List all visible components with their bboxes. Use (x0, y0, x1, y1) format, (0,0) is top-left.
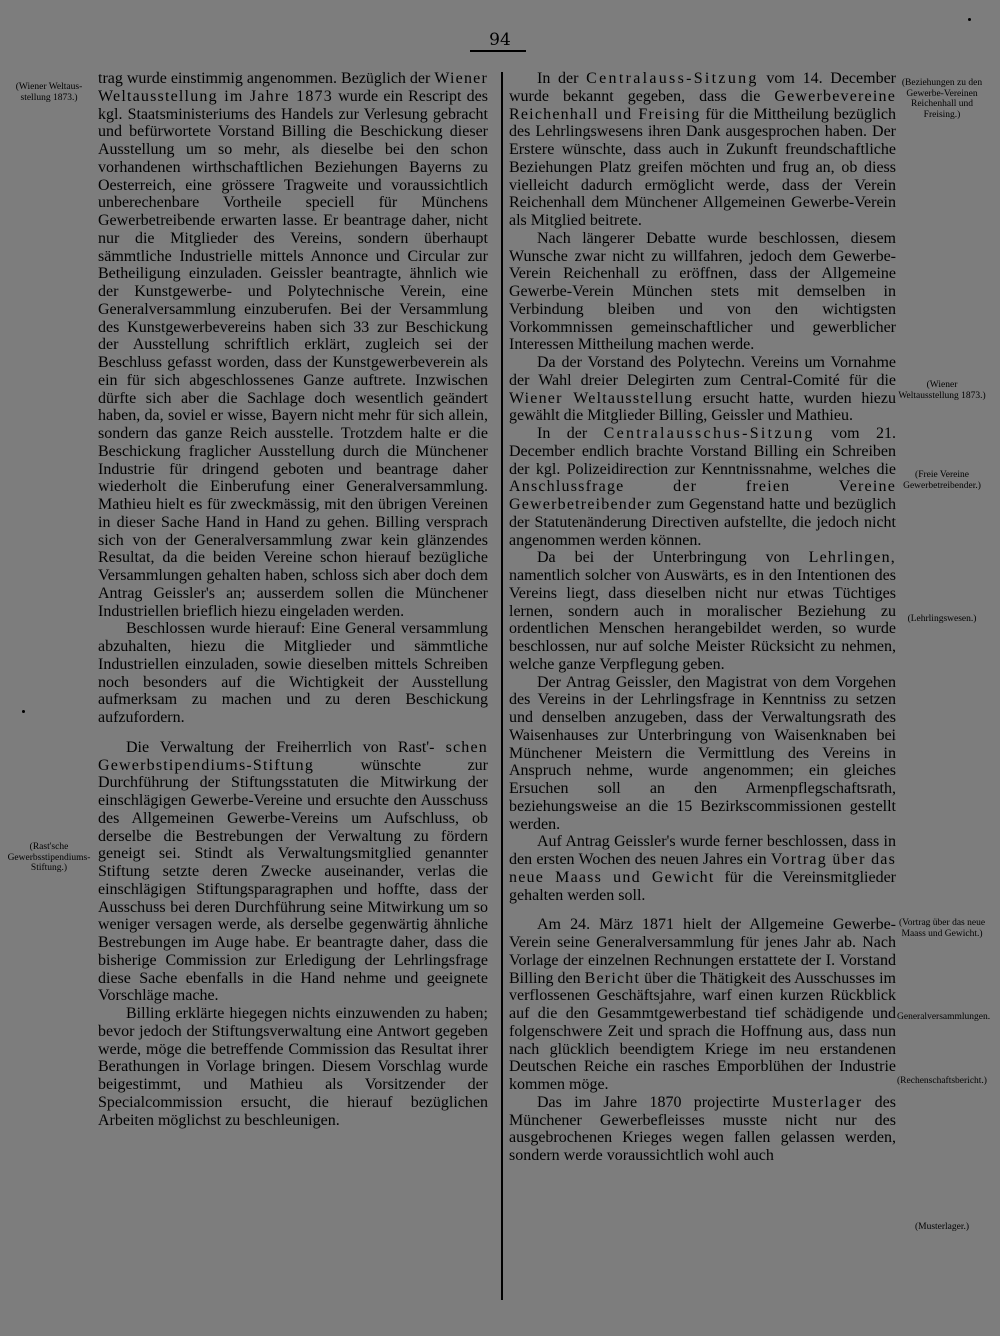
margin-note-rechenschaftsbericht: (Rechenschaftsbericht.) (897, 1076, 987, 1086)
paragraph: In der Centralauss-Sitzung vom 14. December wurde bekannt gegeben, dass die Gewerbevereine Reichenhall und Freising für die Mittheilung bezüglich des Lehrlingswesens ihren Dank ausgesprochen haben. Der Erstere wünschte, dass auch in Zukunft freundschaftliche Beziehungen Platz greifen möchten und frug an, ob diess vielleicht dadurch ermöglicht werde, dass der Verein Reichenhall dem Münchener Allgemeinen Gewerbe-Verein als Mitglied beitrete. (509, 70, 896, 229)
column-divider (501, 72, 503, 1300)
paragraph: Am 24. März 1871 hielt der Allgemeine Gewerbe-Verein seine Generalversammlung für jenes Jahr ab. Nach Vorlage der einzelnen Rechnungen erstattete der I. Vorstand Billing den Bericht über die Thätigkeit des Ausschusses im verflossenen Geschäftsjahre, warf einen kurzen Rückblick auf die den Gesammtgewerbestand tief schädigende und folgenschwere Zeit und sprach die Hoffnung aus, dass nun nach glücklich beendigtem Kriege im neu erstandenen Deutschen Reiche ein rasches Emporblühen der Industrie kommen möge. (509, 916, 896, 1093)
margin-note-wiener-weltausstellung: (Wiener Weltaus-stellung 1873.) (15, 82, 83, 103)
margin-note-wiener-weltausstellung-right: (Wiener Weltausstellung 1873.) (898, 380, 986, 401)
margin-note-generalversammlungen: Generalversammlungen. (897, 1012, 991, 1022)
margin-note-beziehungen: (Beziehungen zu den Gewerbe-Vereinen Reichenhall und Freising.) (901, 78, 983, 120)
paragraph: Beschlossen wurde hierauf: Eine General versammlung abzuhalten, hiezu die Mitglieder und sämmtliche Industriellen einzuladen, sowie dieselben mittels Schreiben noch besonders auf die Wichtigkeit der Ausstellung aufmerksam zu machen und zu deren Beschickung aufzufordern. (98, 620, 488, 726)
paragraph: Billing erklärte hiegegen nichts einzuwenden zu haben; bevor jedoch der Stiftungsverwaltung eine Antwort gegeben werde, möge die betreffende Commission das Resultat ihrer Berathungen in Vorlage bringen. Diesem Vorschlag wurde beigestimmt, und Mathieu als Vorsitzender der Specialcommission ersucht, die hierauf bezüglichen Arbeiten möglichst zu beschleunigen. (98, 1005, 488, 1129)
margin-note-freie-vereine: (Freie Vereine Gewerbetreibender.) (903, 470, 981, 491)
margin-note-musterlager: (Musterlager.) (914, 1222, 970, 1232)
left-column (98, 70, 488, 1129)
emphasis: Centralauss-Sitzung (586, 70, 759, 87)
paragraph: trag wurde einstimmig angenommen. Bezüglich der Wiener Weltausstellung im Jahre 1873 wurde ein Rescript des kgl. Staatsministeriums des Handels zur Verlesung gebracht und befürwortete Vorstand Billing die Beschickung dieser Ausstellung um so mehr, als dieselbe bei den schon vorhandenen wirthschaftlichen Beziehungen Bayerns zu Oesterreich, eine grössere Tragweite und voraussichtlich unberechenbare Vortheile speciell für Münchens Gewerbetreibende erwarten lasse. Er beantrage daher, nicht nur die Mitglieder des Vereins, sondern überhaupt sämmtliche Industrielle mittels Annonce und Circular zur Betheiligung einzuladen. Geissler beantragte, ähnlich wie der Kunstgewerbe- und Polytechnische Verein, eine Generalversammlung einzuberufen. Bei der Versammlung des Kunstgewerbevereins haben sich 33 zur Beschickung der Ausstellung schriftlich erklärt, zugleich sei der Beschluss gefasst worden, dass der Kunstgewerbeverein als ein für sich abgeschlossenes Ganze auftrete. Inzwischen dürfte sich aber die Sachlage doch wesentlich geändert haben, da, soviel er wisse, Bayern nicht mehr für sich allein, sondern das ganze Reich ausstelle. Trotzdem halte er die Beschickung fraglicher Ausstellung durch die Münchener Industrie für dringend geboten und beantrage daher wiederholt die Einberufung einer Generalversammlung. Mathieu hielt es für zweckmässig, mit den übrigen Vereinen in dieser Sache Hand in Hand zu gehen. Billing versprach sich von der Generalversammlung zwar kein glänzendes Resultat, da die beiden Vereine schon hierauf bezügliche Versammlungen gehalten haben, schloss sich aber doch dem Antrag Geissler's an; ausserdem sollen die Münchener Industriellen brieflich hiezu eingeladen werden. (98, 70, 488, 620)
margin-note-vortrag: (Vortrag über das neue Maass und Gewicht.) (898, 918, 986, 939)
emphasis: Bericht (584, 969, 641, 987)
right-column (509, 70, 896, 1165)
margin-note-rastsche-stiftung: (Rast'sche Gewerbsstipendiums-Stiftung.) (7, 842, 91, 873)
emphasis: Wiener Weltausstellung (509, 389, 694, 407)
emphasis: Musterlager (771, 1093, 863, 1111)
emphasis: Lehrlingen, (808, 549, 896, 567)
emphasis: Anschlussfrage der freien Vereine Gewerbetreibender (509, 478, 896, 513)
emphasis: Vortrag über das neue Maass und Gewicht (509, 851, 896, 886)
emphasis: Gewerbevereine Reichenhall und Freising (509, 87, 896, 123)
emphasis: Centralausschus-Sitzung (603, 425, 815, 442)
emphasis: schen Gewerbstipendiums-Stiftung (98, 738, 488, 774)
paragraph: Auf Antrag Geissler's wurde ferner beschlossen, dass in den ersten Wochen des neuen Jahres ein Vortrag über das neue Maass und Gewicht für die Vereinsmitglieder gehalten werden soll. (509, 833, 896, 904)
paragraph: Die Verwaltung der Freiherrlich von Rast'- schen Gewerbstipendiums-Stiftung wünschte zur Durchführung der Stiftungsstatuten die Mitwirkung der einschlägigen Gewerbe-Vereine und ersuchte den Ausschuss des Allgemeinen Gewerbe-Vereins um Aufschluss, ob derselbe die Bestrebungen der Verwaltung zu fördern geneigt sei. Stindt als Verwaltungsmitglied genannter Stiftung setzte deren Zwecke auseinander, verlas die einschlägigen Stiftungsparagraphen und hoffte, dass der Ausschuss bei deren Durchführung seine Mitwirkung um so weniger versagen werde, als derselbe gegenwärtig ähnliche Bestrebungen im Auge habe. Er beantragte daher, dass die bisherige Commission zur Erledigung der Lehrlingsfrage diese Sache ebenfalls in die Hand nehme und geeignete Vorschläge mache. (98, 738, 488, 1005)
paragraph: Da der Vorstand des Polytechn. Vereins um Vornahme der Wahl dreier Delegirten zum Central-Comité für die Wiener Weltausstellung ersucht hatte, wurden hiezu gewählt die Mitglieder Billing, Geissler und Mathieu. (509, 354, 896, 425)
ink-speck (968, 18, 971, 21)
paragraph: Das im Jahre 1870 projectirte Musterlager des Münchener Gewerbefleisses musste nicht nur des ausgebrochenen Krieges wegen fallen gelassen werden, sondern werde voraussichtlich wohl auch (509, 1093, 896, 1164)
margin-note-lehrlingswesen: (Lehrlingswesen.) (907, 614, 977, 624)
paragraph: Da bei der Unterbringung von Lehrlingen, namentlich solcher von Auswärts, es in den Intentionen des Vereins liegt, dass dieselben nicht nur etwas Tüchtiges lernen, sondern auch in moralischer Beziehung zu ordentlichen Menschen herangebildet werden, so wurde beschlossen, nur auf solche Meister Rücksicht zu nehmen, welche ganze Verpflegung geben. (509, 549, 896, 673)
paragraph: In der Centralausschus-Sitzung vom 21. December endlich brachte Vorstand Billing ein Schreiben der kgl. Polizeidirection zur Kenntnissnahme, welches die Anschlussfrage der freien Vereine Gewerbetreibender zum Gegenstand hatte und bezüglich der Statutenänderung Directiven aufstellte, die jedoch nicht angenommen werden können. (509, 425, 896, 549)
paragraph: Nach längerer Debatte wurde beschlossen, diesem Wunsche zwar nicht zu willfahren, jedoch dem Gewerbe-Verein Reichenhall zu eröffnen, dass der Allgemeine Gewerbe-Verein München stets mit demselben in Verbindung bleiben und von den wichtigsten Vorkommnissen gemeinschaftlicher und gewerblicher Interessen Mittheilung machen werde. (509, 229, 896, 354)
emphasis: Wiener Weltausstellung im Jahre 1873 (98, 70, 488, 105)
header-rule (470, 50, 526, 52)
page-number: 94 (489, 30, 511, 50)
ink-speck (22, 710, 25, 713)
paragraph: Der Antrag Geissler, den Magistrat von dem Vorgehen des Vereins in der Lehrlingsfrage in Kenntniss zu setzen und denselben anzugeben, dass der Verwaltungsrath des Waisenhauses zur Unterbringung von Waisenknaben bei Münchener Meistern die Vermittlung des Vereins in Anspruch nehme, wurde angenommen; ein gleiches Ersuchen soll an den Armenpflegschaftsrath, beziehungsweise an die 15 Bezirkscommissionen gestellt werden. (509, 673, 896, 833)
